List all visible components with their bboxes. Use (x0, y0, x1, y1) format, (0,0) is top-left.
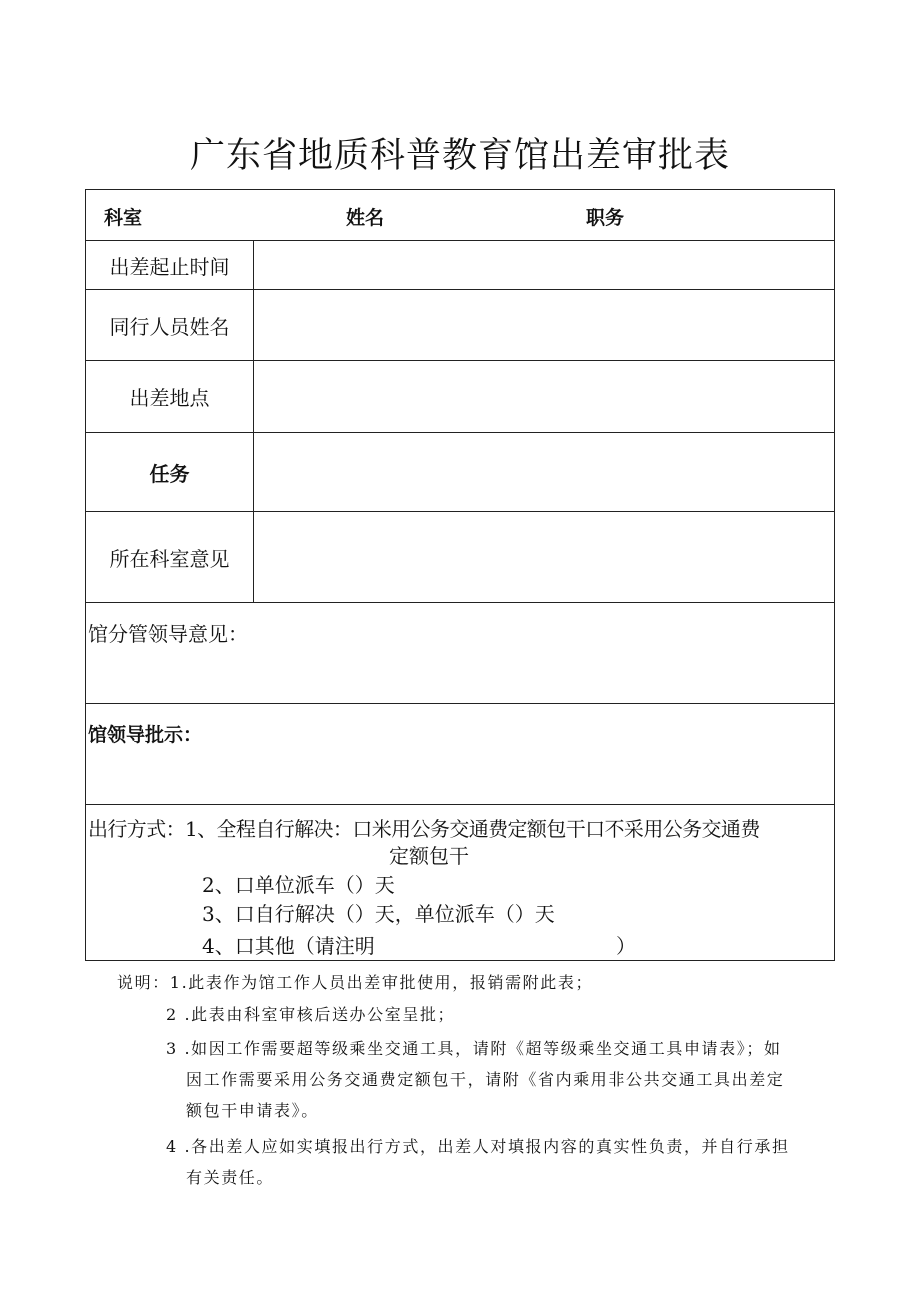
note-3-line3: 额包干申请表》。 (186, 1101, 319, 1120)
position-label: 职务 (586, 207, 625, 229)
name-label: 姓名 (346, 207, 385, 229)
time-label: 出差起止时间 (86, 241, 254, 290)
task-row (86, 433, 835, 512)
time-row (86, 241, 835, 290)
place-field[interactable] (254, 361, 835, 433)
travel-option-1-cont: 定额包干 (389, 844, 469, 868)
head-approval-row (86, 704, 835, 805)
travel-option-1: 出行方式：1、全程自行解决：口米用公务交通费定额包干口不采用公务交通费 (88, 817, 760, 841)
form-title: 广东省地质科普教育馆出差审批表 (189, 136, 730, 176)
leader-opinion-row (86, 603, 835, 704)
leader-opinion-label: 馆分管领导意见： (88, 622, 248, 646)
note-3-line2: 因工作需要采用公务交通费定额包干，请附《省内乘用非公共交通工具出差定 (186, 1070, 785, 1089)
place-row (86, 361, 835, 433)
note-1: 说明：1.此表作为馆工作人员出差审批使用，报销需附此表； (117, 973, 594, 992)
dept-label: 科室 (104, 207, 143, 229)
travel-option-4: 4、口其他（请注明 (202, 934, 375, 958)
head-approval-label: 馆领导批示： (88, 724, 203, 746)
task-label: 任务 (86, 433, 254, 512)
header-row (86, 190, 835, 241)
dept-opinion-row (86, 512, 835, 603)
approval-form-table (85, 189, 835, 961)
header-cell[interactable] (86, 190, 835, 241)
leader-opinion-field[interactable] (86, 603, 835, 704)
note-2: 2 .此表由科室审核后送办公室呈批； (166, 1005, 456, 1024)
travel-row (86, 805, 835, 961)
note-3-line1: 3 .如因工作需要超等级乘坐交通工具，请附《超等级乘坐交通工具申请表》；如 (166, 1039, 782, 1058)
companions-label: 同行人员姓名 (86, 290, 254, 361)
travel-option-3: 3、口自行解决（）天，单位派车（）天 (202, 902, 555, 926)
note-4-line2: 有关责任。 (186, 1168, 275, 1187)
companions-field[interactable] (254, 290, 835, 361)
head-approval-field[interactable] (86, 704, 835, 805)
travel-mode-cell[interactable] (86, 805, 835, 961)
note-4-line1: 4 .各出差人应如实填报出行方式，出差人对填报内容的真实性负责，并自行承担 (166, 1137, 790, 1156)
task-field[interactable] (254, 433, 835, 512)
travel-option-4-close: ） (616, 934, 636, 958)
dept-opinion-field[interactable] (254, 512, 835, 603)
dept-opinion-label: 所在科室意见 (86, 512, 254, 603)
companions-row (86, 290, 835, 361)
travel-option-2: 2、口单位派车（）天 (202, 873, 395, 897)
place-label: 出差地点 (86, 361, 254, 433)
time-field[interactable] (254, 241, 835, 290)
